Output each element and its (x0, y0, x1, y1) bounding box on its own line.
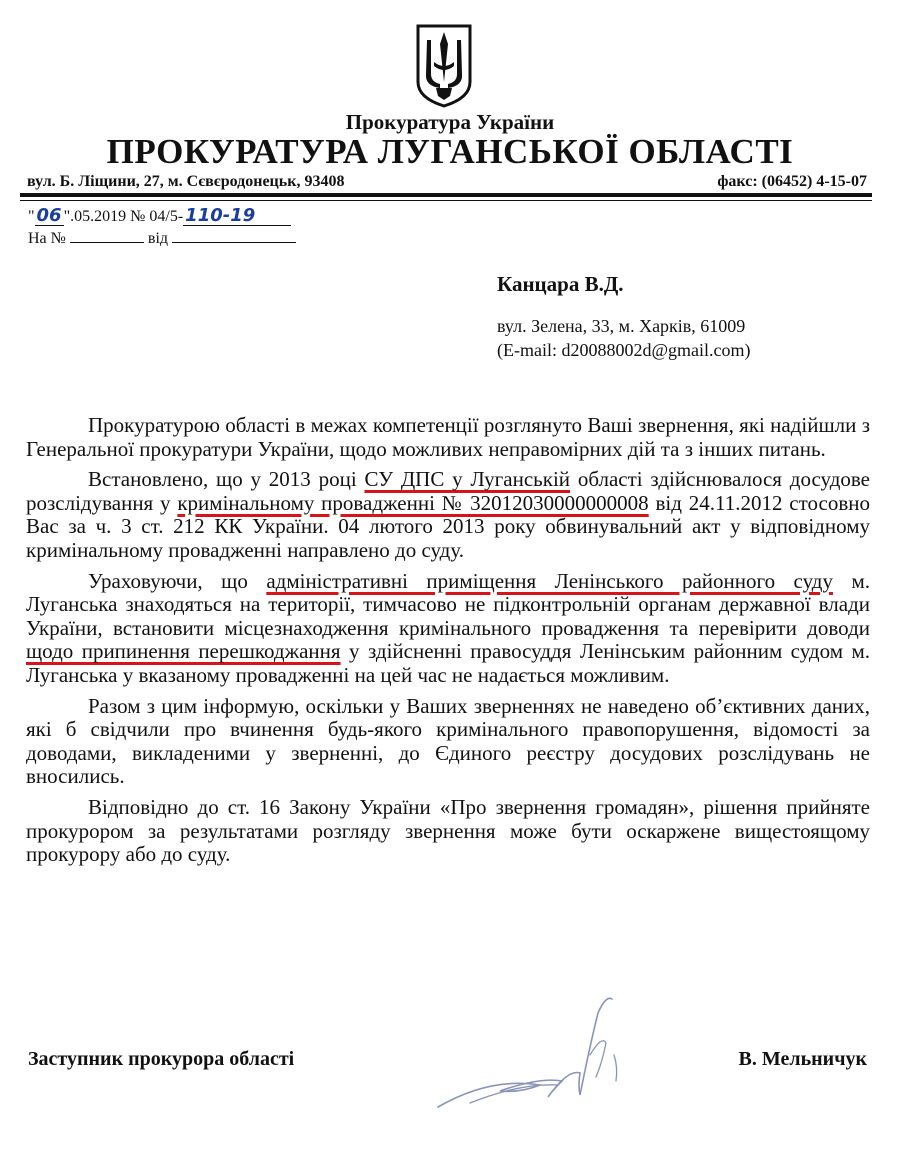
recipient-address: вул. Зелена, 33, м. Харків, 61009 (497, 316, 746, 336)
header-divider-thin (20, 200, 872, 201)
incoming-reference (28, 228, 296, 248)
p3-text-c: у здійсненні правосуддя Ленінським районним судом м. Луганська у вказаному провадженні на цей час не надається можливим. (26, 639, 870, 687)
reply-number-blank (70, 228, 144, 243)
paragraph-2 (26, 468, 870, 562)
reference-date: ".05.2019 № 04/5- (63, 208, 184, 225)
p3-text-b: м. Луганська знаходяться на території, тимчасово не підконтрольній органам державної влади України, встановити місцезнаходження кримінального провадження та перевірити доводи (26, 568, 870, 640)
highlight-court-premises: адміністративні приміщення Ленінського районного суду (266, 568, 833, 593)
paragraph-1: Прокуратурою області в межах компетенції розглянуто Ваші звернення, які надійшли з Генеральної прокуратури України, щодо можливих неправомірних дій та з інших питань. (26, 413, 870, 461)
signatory-name: В. Мельничук (738, 1048, 867, 1070)
reference-quote-open: " (28, 208, 35, 225)
outgoing-reference (28, 207, 291, 226)
header-divider-thick (20, 193, 872, 197)
recipient-name: Канцара В.Д. (497, 272, 624, 296)
highlight-obstruction: щодо припинення перешкоджання (26, 639, 341, 664)
ministry-title: Прокуратура України (345, 110, 555, 134)
trident-emblem-icon (414, 22, 474, 108)
office-title: ПРОКУРАТУРА ЛУГАНСЬКОЇ ОБЛАСТІ (106, 132, 794, 171)
office-address: вул. Б. Ліщини, 27, м. Сєвєродонецьк, 93408 (27, 173, 345, 190)
highlight-su-dps: СУ ДПС у Луганській (364, 467, 571, 492)
reply-label: На № (28, 230, 66, 247)
p3-text-a: Ураховуючи, що (88, 568, 267, 593)
highlight-criminal-case: кримінальному провадженні № 32012030000000008 (177, 490, 649, 515)
recipient-email: (E-mail: d20088002d@gmail.com) (497, 340, 751, 360)
paragraph-3 (26, 570, 870, 688)
recipient-address-block (497, 314, 751, 362)
p2-text-b: області здійснювалося досудове розслідування у (26, 467, 870, 515)
reference-number: 110-19 (183, 207, 291, 226)
reply-date-blank (172, 228, 296, 243)
paragraph-4: Разом з цим інформую, оскільки у Ваших зверненнях не наведено об’єктивних даних, які б свідчили про вчинення будь-якого кримінального правопорушення, відомості за доводами, викладеними у зверненні, до Єдиного реєстру досудових розслідувань не вносились. (26, 693, 870, 789)
reference-day: 06 (36, 205, 62, 226)
p2-text-a: Встановлено, що у 2013 році (88, 467, 365, 492)
office-fax: факс: (06452) 4-15-07 (717, 173, 867, 190)
p2-text-c: від 24.11.2012 стосовно Вас за ч. 3 ст. 212 КК України. 04 лютого 2013 року обвинувальний акт у відповідному кримінальному провадженні направлено до суду. (26, 490, 871, 562)
paragraph-5: Відповідно до ст. 16 Закону України «Про звернення громадян», рішення прийняте прокурором за результатами розгляду звернення може бути оскаржене вищестоящому прокурору або до суду. (26, 794, 870, 867)
from-label: від (147, 230, 169, 247)
signatory-title: Заступник прокурора області (28, 1048, 295, 1070)
handwritten-signature-icon (430, 985, 630, 1125)
letter-body (26, 414, 870, 874)
